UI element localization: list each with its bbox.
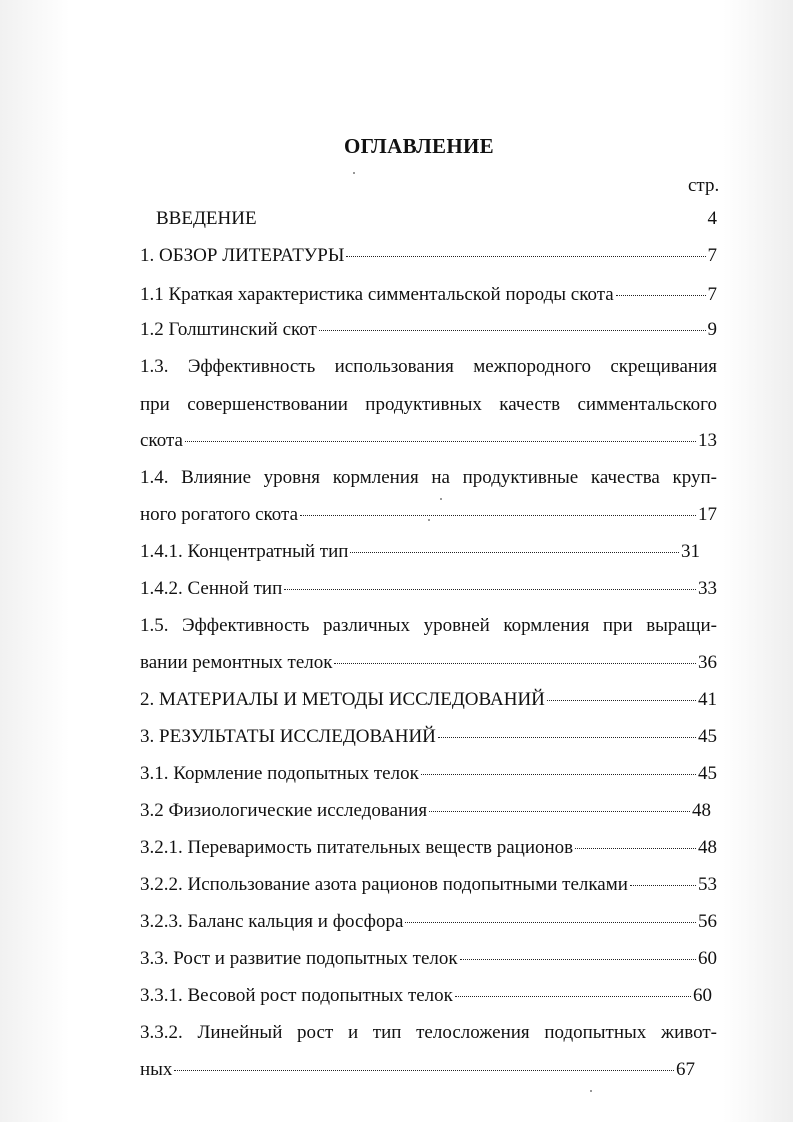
toc-entry-page: 31 (681, 541, 700, 562)
dot-leader (334, 663, 696, 664)
toc-entry (140, 984, 712, 1008)
toc-entry (140, 540, 700, 564)
toc-entry-text: скота (140, 430, 183, 451)
dot-leader (174, 1070, 674, 1071)
toc-entry-page: 67 (676, 1059, 695, 1080)
dot-leader (460, 959, 696, 960)
toc-entry (140, 799, 711, 823)
toc-entry-text: 1.1 Краткая характеристика симментальской породы скота (140, 284, 614, 305)
toc-entry-line: 3.3.2. Линейный рост и тип телосложения подопытных живот- (140, 1022, 717, 1043)
toc-entry-text: 1. ОБЗОР ЛИТЕРАТУРЫ (140, 245, 345, 266)
dot-leader (319, 330, 706, 331)
toc-entry-text: 3.2.3. Баланс кальция и фосфора (140, 911, 404, 932)
toc-entry-page: 53 (698, 874, 717, 895)
toc-entry-text: 1.4.1. Концентратный тип (140, 541, 349, 562)
toc-entry-text: 3.2.2. Использование азота рационов подопытными телками (140, 874, 628, 895)
scan-speck (428, 519, 430, 521)
toc-entry-text: ных (140, 1059, 173, 1080)
dot-leader (429, 811, 690, 812)
toc-entry-text: 3.3.1. Весовой рост подопытных телок (140, 985, 453, 1006)
toc-entry-text: 1.2 Голштинский скот (140, 319, 317, 340)
toc-entry-page: 4 (707, 208, 717, 229)
toc-entry-page: 13 (698, 430, 717, 451)
toc-entry (140, 836, 717, 860)
toc-entry (140, 651, 717, 675)
toc-entry (140, 688, 717, 712)
toc-entry-page: 45 (698, 763, 717, 784)
dot-leader (405, 922, 696, 923)
page-column-label: стр. (688, 175, 720, 196)
toc-entry-text: 2. МАТЕРИАЛЫ И МЕТОДЫ ИССЛЕДОВАНИЙ (140, 689, 545, 710)
toc-entry-page: 9 (707, 319, 717, 340)
dot-leader (547, 700, 696, 701)
toc-entry (140, 244, 717, 268)
toc-entry (140, 1058, 695, 1082)
toc-entry (140, 873, 717, 897)
toc-entry-text: вании ремонтных телок (140, 652, 333, 673)
toc-entry-text: ного рогатого скота (140, 504, 299, 525)
page-title: ОГЛАВЛЕНИЕ (344, 134, 494, 158)
dot-leader (185, 441, 696, 442)
toc-entry (140, 577, 717, 601)
dot-leader (455, 996, 691, 997)
toc-entry-page: 48 (692, 800, 711, 821)
toc-entry-page: 60 (693, 985, 712, 1006)
toc-entry-text: ВВЕДЕНИЕ (156, 208, 257, 229)
toc-entry (140, 910, 717, 934)
toc-entry-line: при совершенствовании продуктивных качеств симментальского (140, 394, 717, 415)
toc-entry (140, 503, 717, 527)
toc-entry-text: 1.4.2. Сенной тип (140, 578, 283, 599)
toc-entry-text: 3.3. Рост и развитие подопытных телок (140, 948, 458, 969)
toc-entry-text: 3.1. Кормление подопытных телок (140, 763, 419, 784)
scan-shadow-left (0, 0, 70, 1122)
toc-entry-page: 48 (698, 837, 717, 858)
toc-entry-page: 7 (707, 245, 717, 266)
toc-entry-page: 45 (698, 726, 717, 747)
dot-leader (346, 256, 705, 257)
dot-leader (575, 848, 696, 849)
toc-entry (140, 429, 717, 453)
toc-entry-text: 3.2 Физиологические исследования (140, 800, 428, 821)
dot-leader (616, 295, 706, 296)
scan-speck (590, 1090, 592, 1092)
toc-entry-page: 56 (698, 911, 717, 932)
toc-entry-page: 41 (698, 689, 717, 710)
toc-entry-page: 7 (707, 284, 717, 305)
toc-entry (140, 207, 717, 231)
scan-speck (440, 498, 442, 500)
dot-leader (421, 774, 696, 775)
toc-entry (140, 725, 717, 749)
toc-entry (140, 318, 717, 342)
dot-leader (438, 737, 696, 738)
dot-leader (284, 589, 696, 590)
toc-entry (140, 947, 717, 971)
scan-speck (353, 172, 355, 174)
dot-leader (630, 885, 696, 886)
toc-entry (140, 283, 717, 307)
toc-entry-text: 3. РЕЗУЛЬТАТЫ ИССЛЕДОВАНИЙ (140, 726, 436, 747)
toc-entry-line: 1.5. Эффективность различных уровней кормления при выращи- (140, 615, 717, 636)
toc-entry-page: 33 (698, 578, 717, 599)
toc-entry-page: 36 (698, 652, 717, 673)
dot-leader (350, 552, 679, 553)
dot-leader (300, 515, 696, 516)
toc-entry-page: 60 (698, 948, 717, 969)
toc-entry-line: 1.3. Эффективность использования межпородного скрещивания (140, 356, 717, 377)
scan-shadow-right (723, 0, 793, 1122)
toc-entry-line: 1.4. Влияние уровня кормления на продуктивные качества круп- (140, 467, 717, 488)
toc-entry-page: 17 (698, 504, 717, 525)
toc-entry (140, 762, 717, 786)
toc-entry-text: 3.2.1. Переваримость питательных веществ рационов (140, 837, 574, 858)
